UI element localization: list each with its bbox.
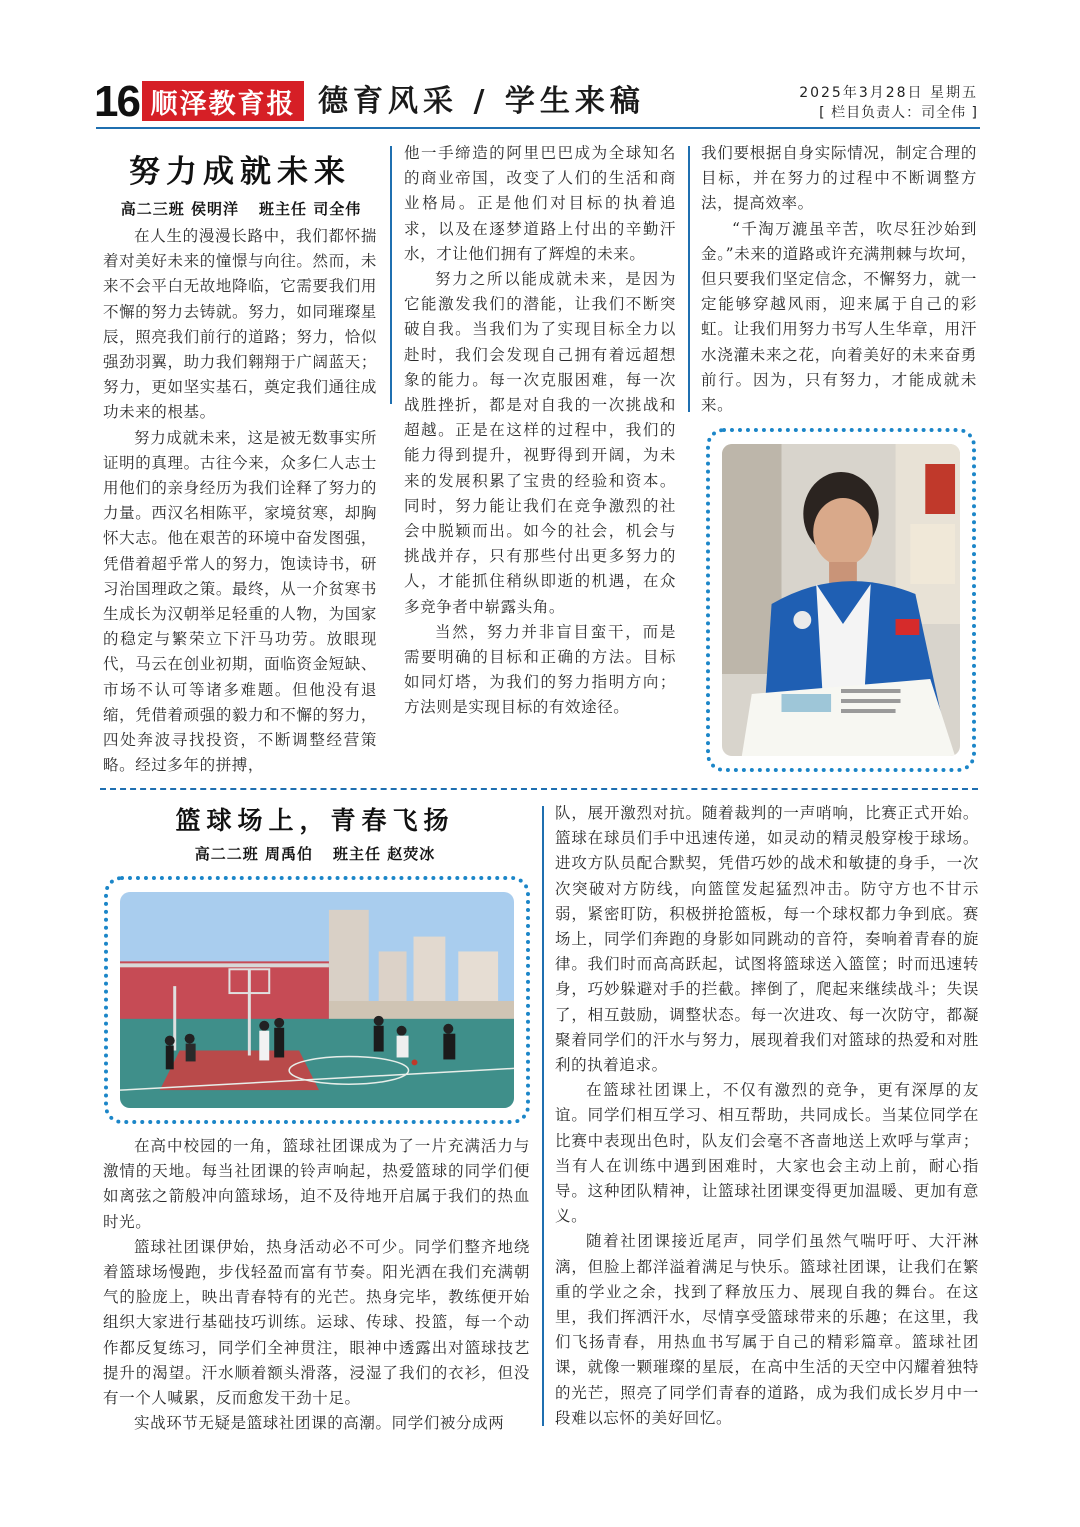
paragraph: 在高中校园的一角，篮球社团课成为了一片充满活力与激情的天地。每当社团课的铃声响起，热爱篮球的同学们便如离弦之箭般冲向篮球场，迫不及待地开启属于我们的热血时光。	[103, 1137, 530, 1231]
paragraph: 在人生的漫漫长路中，我们都怀揣着对美好未来的憧憬与向往。然而，未来不会平白无故地降临，它需要我们用不懈的努力去铸就。努力，如同璀璨星辰，照亮我们前行的道路；努力，恰似强劲羽翼，助力我们翱翔于广阔蓝天；努力，更如坚实基石，奠定我们通往成功未来的根基。	[103, 227, 377, 422]
newspaper-logo: 顺泽教育报	[142, 81, 304, 121]
paragraph: 当然，努力并非盲目蛮干，而是需要明确的目标和正确的方法。目标如同灯塔，为我们的努力指明方向；方法则是实现目标的有效途径。	[404, 622, 676, 717]
student-reading-photo	[706, 428, 976, 772]
article2-byline	[130, 843, 500, 864]
paragraph: 随着社团课接近尾声，同学们虽然气喘吁吁、大汗淋漓，但脸上都洋溢着满足与快乐。篮球社团课，让我们在繁重的学业之余，找到了释放压力、展现自我的舞台。在这里，我们挥洒汗水，尽情享受篮球带来的乐趣；在这里，我们飞扬青春，用热血书写属于自己的精彩篇章。篮球社团课，就像一颗璀璨的星辰，在高中生活的天空中闪耀着独特的光芒，照亮了同学们青春的道路，成为我们成长岁月中一段难以忘怀的美好回忆。	[555, 1232, 979, 1427]
article1-column-3	[701, 141, 977, 418]
paragraph: 努力之所以能成就未来，是因为它能激发我们的潜能，让我们不断突破自我。当我们为了实现目标全力以赴时，我们会发现自己拥有着远超想象的能力。每一次克服困难，每一次战胜挫折，都是对自我的一次挑战和超越。正是在这样的过程中，我们的能力得到提升，视野得到开阔，为未来的发展积累了宝贵的经验和资本。同时，努力能让我们在竞争激烈的社会中脱颖而出。如今的社会，机会与挑战并存，只有那些付出更多努力的人，才能抓住稍纵即逝的机遇，在众多竞争者中崭露头角。	[404, 270, 676, 616]
page-number: 16	[94, 77, 139, 126]
article-separator	[100, 788, 978, 790]
issue-date: 2025年3月28日 星期五	[799, 85, 978, 101]
column-divider	[688, 146, 690, 412]
article2-column-1	[103, 1134, 530, 1436]
article2-title: 篮球场上，青春飞扬	[175, 806, 455, 835]
article1-author: 高二三班 侯明洋	[120, 200, 239, 218]
article2-teacher: 班主任 赵荧冰	[333, 845, 436, 863]
article1-teacher: 班主任 司全伟	[259, 200, 362, 218]
paragraph: “千淘万漉虽辛苦，吹尽狂沙始到金。”未来的道路或许充满荆棘与坎坷，但只要我们坚定信念，不懈努力，就一定能够穿越风雨，迎来属于自己的彩虹。让我们用努力书写人生华章，用汗水浇灌未来之花，向着美好的未来奋勇前行。因为，只有努力，才能成就未来。	[701, 219, 977, 415]
article1-column-1	[103, 224, 377, 778]
article1-column-2	[404, 141, 676, 721]
paragraph: 篮球社团课伊始，热身活动必不可少。同学们整齐地绕着篮球场慢跑，步伐轻盈而富有节奏。阳光洒在我们充满朝气的脸庞上，映出青春特有的光芒。热身完毕，教练便开始组织大家进行基础技巧训练。运球、传球、投篮，每一个动作都反复练习，同学们全神贯注，眼神中透露出对篮球技艺提升的渴望。汗水顺着额头滑落，浸湿了我们的衣衫，但没有一个人喊累，反而愈发干劲十足。	[103, 1237, 530, 1408]
paragraph: 在篮球社团课上，不仅有激烈的竞争，更有深厚的友谊。同学们相互学习、相互帮助，共同成长。当某位同学在比赛中表现出色时，队友们会毫不吝啬地送上欢呼与掌声；当有人在训练中遇到困难时，大家也会主动上前，耐心指导。这种团队精神，让篮球社团课变得更加温暖、更加有意义。	[555, 1081, 979, 1226]
masthead-rule	[96, 127, 980, 129]
article2-author: 高二二班 周禹伯	[194, 845, 313, 863]
paragraph: 队，展开激烈对抗。随着裁判的一声哨响，比赛正式开始。篮球在球员们手中迅速传递，如灵动的精灵般穿梭于球场。进攻方队员配合默契，凭借巧妙的战术和敏捷的身手，一次次突破对方防线，向篮筐发起猛烈冲击。防守方也不甘示弱，紧密盯防，积极拼抢篮板，每一个球权都力争到底。赛场上，同学们奔跑的身影如同跳动的音符，奏响着青春的旋律。我们时而高高跃起，试图将篮球送入篮筐；时而迅速转身，巧妙躲避对手的拦截。摔倒了，爬起来继续战斗；失误了，相互鼓励，调整状态。每一次进攻、每一次防守，都凝聚着同学们的汗水与努力，展现着我们对篮球的热爱和对胜利的执着追求。	[555, 804, 979, 1075]
paragraph: 实战环节无疑是篮球社团课的高潮。同学们被分成两	[134, 1414, 505, 1433]
paragraph: 努力成就未来，这是被无数事实所证明的真理。古往今来，众多仁人志士用他们的亲身经历为我们诠释了努力的力量。西汉名相陈平，家境贫寒，却胸怀大志。他在艰苦的环境中奋发图强，凭借着超乎常人的努力，饱读诗书，研习治国理政之策。最终，从一介贫寒书生成长为汉朝举足轻重的人物，为国家的稳定与繁荣立下汗马功劳。放眼现代，马云在创业初期，面临资金短缺、市场不认可等诸多难题。但他没有退缩，凭借着顽强的毅力和不懈的努力，四处奔波寻找投资，不断调整经营策略。经过多年的拼搏，	[103, 428, 377, 775]
section-title: 德育风采 / 学生来稿	[318, 84, 645, 119]
article1-title: 努力成就未来	[129, 154, 351, 190]
column-divider	[390, 146, 392, 404]
student-reading-image	[722, 444, 960, 756]
basketball-court-image	[120, 892, 514, 1108]
article2-column-2	[555, 801, 979, 1431]
basketball-court-photo	[104, 876, 530, 1124]
paragraph: 我们要根据自身实际情况，制定合理的目标，并在努力的过程中不断调整方法，提高效率。	[701, 144, 977, 213]
paragraph: 他一手缔造的阿里巴巴成为全球知名的商业帝国，改变了人们的生活和商业格局。正是他们对目标的执着追求，以及在逐梦道路上付出的辛勤汗水，才让他们拥有了辉煌的未来。	[404, 144, 676, 263]
column-divider	[542, 806, 544, 1426]
article1-byline	[100, 198, 382, 219]
column-editor: [ 栏目负责人：司全伟 ]	[819, 105, 978, 121]
